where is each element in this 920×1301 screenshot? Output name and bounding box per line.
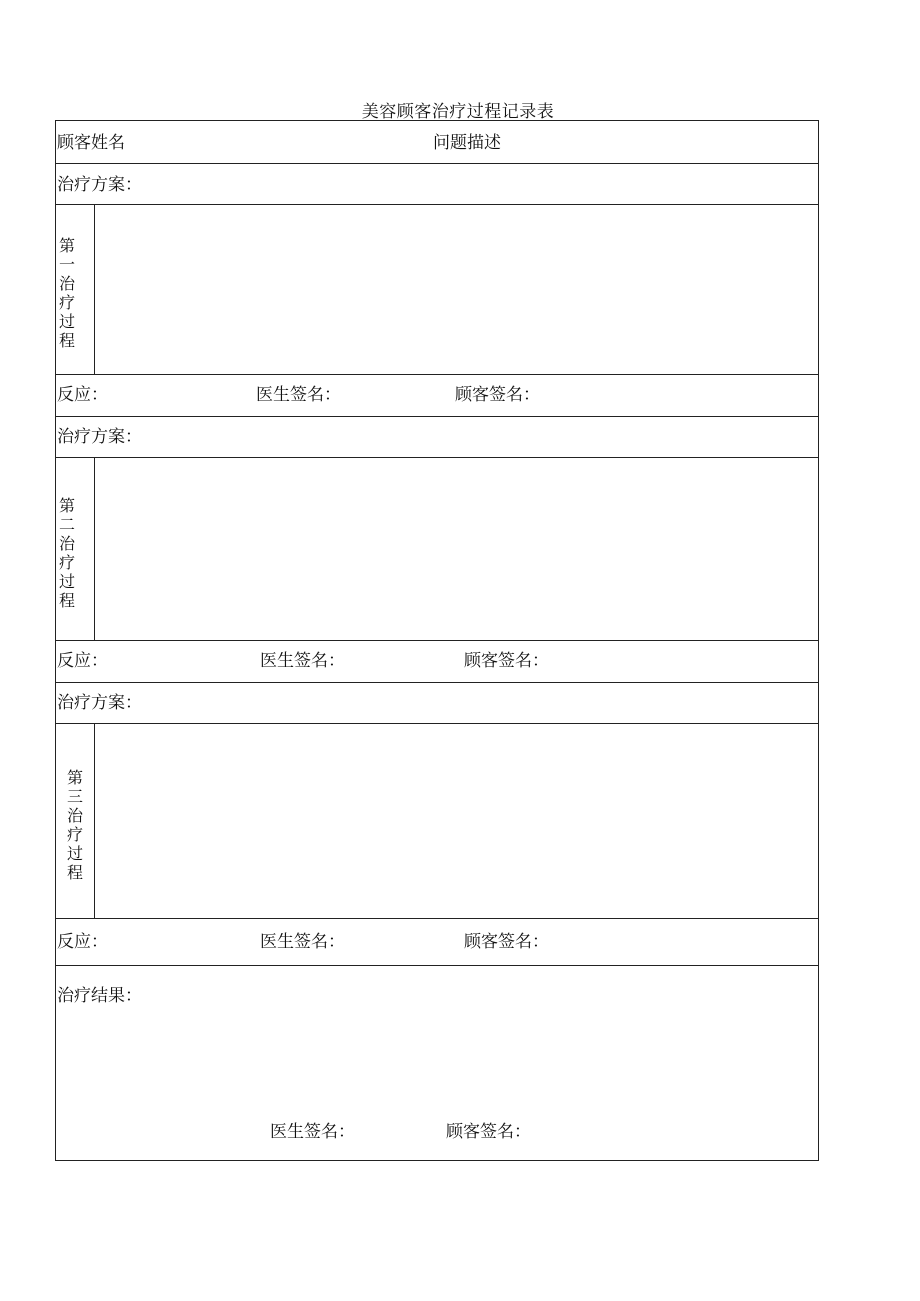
session-2-customer-signature-label: 顾客签名：: [464, 651, 549, 671]
customer-name-label: 顾客姓名: [57, 133, 125, 153]
session-3-process-label: 第三治疗过程: [66, 768, 83, 882]
problem-description-label: 问题描述: [433, 133, 501, 153]
row-divider: [56, 723, 818, 724]
row-divider: [56, 374, 818, 375]
row-divider: [56, 640, 818, 641]
session-2-reaction-label: 反应：: [57, 651, 108, 671]
session-2-doctor-signature-label: 医生签名：: [260, 651, 345, 671]
treatment-record-form: [55, 120, 819, 1161]
session-1-plan-label: 治疗方案：: [57, 175, 142, 195]
row-divider: [56, 682, 818, 683]
row-divider: [56, 163, 818, 164]
session-3-reaction-label: 反应：: [57, 932, 108, 952]
column-divider: [94, 205, 95, 374]
session-1-customer-signature-label: 顾客签名：: [455, 385, 540, 405]
row-divider: [56, 416, 818, 417]
column-divider: [94, 458, 95, 640]
session-2-plan-label: 治疗方案：: [57, 427, 142, 447]
row-divider: [56, 918, 818, 919]
session-3-plan-label: 治疗方案：: [57, 693, 142, 713]
session-3-doctor-signature-label: 医生签名：: [260, 932, 345, 952]
row-divider: [56, 204, 818, 205]
row-divider: [56, 965, 818, 966]
session-2-process-label: 第二治疗过程: [58, 496, 75, 610]
result-doctor-signature-label: 医生签名：: [270, 1122, 355, 1142]
session-1-reaction-label: 反应：: [57, 385, 108, 405]
session-3-customer-signature-label: 顾客签名：: [464, 932, 549, 952]
column-divider: [94, 724, 95, 918]
session-1-doctor-signature-label: 医生签名：: [256, 385, 341, 405]
session-1-process-label: 第一治疗过程: [58, 236, 75, 350]
result-customer-signature-label: 顾客签名：: [446, 1122, 531, 1142]
row-divider: [56, 457, 818, 458]
page-title: 美容顾客治疗过程记录表: [361, 102, 555, 122]
treatment-result-label: 治疗结果：: [57, 986, 142, 1006]
